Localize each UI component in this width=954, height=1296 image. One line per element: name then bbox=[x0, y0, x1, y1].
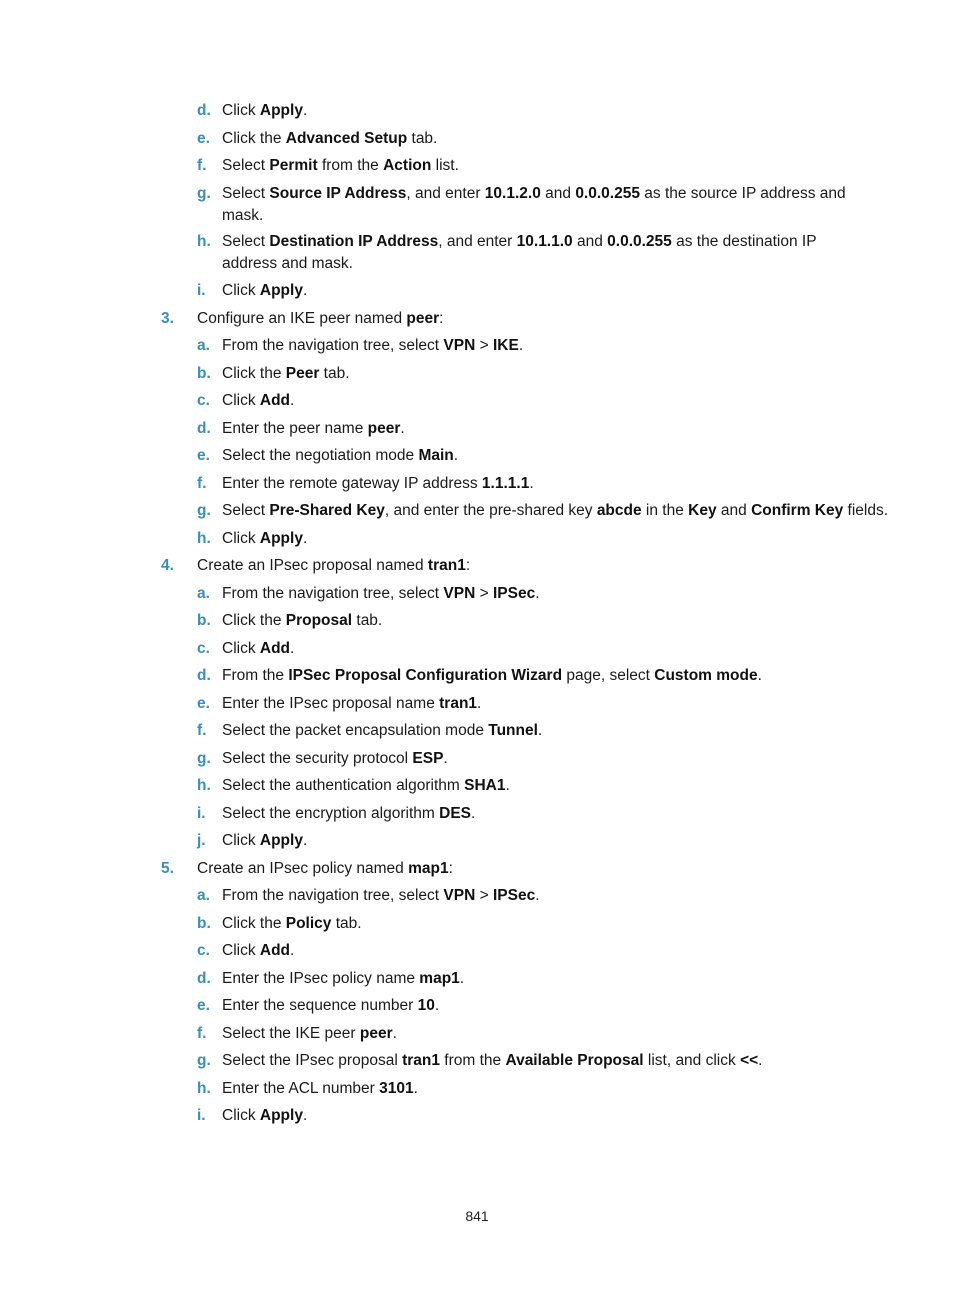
text-run: . bbox=[290, 942, 295, 959]
text-run: Select the encryption algorithm bbox=[222, 805, 440, 822]
sub-step-item bbox=[197, 1023, 867, 1045]
step-text bbox=[222, 940, 867, 962]
list-marker: i. bbox=[197, 805, 206, 822]
text-run: . bbox=[400, 420, 405, 437]
step-text bbox=[222, 665, 867, 687]
emphasis-term: Policy bbox=[285, 915, 332, 932]
step-text bbox=[222, 500, 888, 522]
text-run: and bbox=[572, 233, 608, 250]
emphasis-term: Confirm Key bbox=[751, 502, 844, 519]
step-text bbox=[222, 995, 867, 1017]
list-marker: f. bbox=[197, 722, 207, 739]
list-marker: a. bbox=[197, 337, 210, 354]
step-text bbox=[222, 775, 867, 797]
sub-step-item bbox=[197, 100, 867, 122]
list-marker: b. bbox=[197, 365, 211, 382]
step-text bbox=[222, 693, 867, 715]
list-marker: b. bbox=[197, 915, 211, 932]
emphasis-term: << bbox=[740, 1052, 759, 1069]
text-run: from the bbox=[317, 157, 384, 174]
emphasis-term: Apply bbox=[259, 1107, 303, 1124]
list-marker: a. bbox=[197, 887, 210, 904]
list-marker: h. bbox=[197, 530, 211, 547]
emphasis-term: 0.0.0.255 bbox=[607, 233, 672, 250]
list-marker: c. bbox=[197, 640, 210, 657]
text-run: Click bbox=[222, 102, 260, 119]
text-run: tab. bbox=[407, 130, 438, 147]
step-text bbox=[222, 748, 867, 770]
text-run: From the navigation tree, select bbox=[222, 585, 444, 602]
page-number: 841 bbox=[465, 1208, 489, 1224]
list-marker: 4. bbox=[161, 557, 174, 574]
text-run: and bbox=[540, 185, 576, 202]
text-run: tab. bbox=[331, 915, 362, 932]
emphasis-term: tran1 bbox=[427, 557, 466, 574]
list-marker: 5. bbox=[161, 860, 174, 877]
text-run: Select bbox=[222, 157, 270, 174]
step-text bbox=[222, 720, 867, 742]
text-run: . bbox=[302, 282, 308, 299]
emphasis-term: IPSec Proposal Configuration Wizard bbox=[288, 667, 563, 684]
sub-step-item bbox=[197, 128, 867, 150]
list-marker: e. bbox=[197, 997, 210, 1014]
emphasis-term: IKE bbox=[492, 337, 519, 354]
sub-step-item bbox=[197, 335, 867, 357]
list-marker: i. bbox=[197, 282, 206, 299]
sub-step-item bbox=[197, 665, 867, 687]
step-text bbox=[197, 308, 867, 330]
text-run: Configure an IKE peer named bbox=[197, 310, 407, 327]
step-text bbox=[222, 830, 867, 852]
list-marker: f. bbox=[197, 157, 207, 174]
step-text bbox=[222, 155, 867, 177]
text-run: Select the IPsec proposal bbox=[222, 1052, 403, 1069]
text-run: in the bbox=[641, 502, 689, 519]
sub-step-item bbox=[197, 280, 867, 302]
step-item bbox=[161, 308, 867, 330]
sub-step-item bbox=[197, 913, 867, 935]
text-run: . bbox=[535, 887, 540, 904]
emphasis-term: tran1 bbox=[402, 1052, 440, 1069]
emphasis-term: peer bbox=[406, 310, 440, 327]
text-run: . bbox=[302, 832, 308, 849]
emphasis-term: Available Proposal bbox=[505, 1052, 644, 1069]
sub-step-item bbox=[197, 968, 867, 990]
emphasis-term: 3101 bbox=[379, 1080, 414, 1097]
text-run: . bbox=[302, 1107, 308, 1124]
text-run: , and enter the pre-shared key bbox=[384, 502, 597, 519]
emphasis-term: Permit bbox=[269, 157, 318, 174]
emphasis-term: IPSec bbox=[492, 887, 536, 904]
list-marker: 3. bbox=[161, 310, 174, 327]
sub-step-item bbox=[197, 693, 867, 715]
emphasis-term: DES bbox=[439, 805, 471, 822]
text-run: . bbox=[537, 722, 543, 739]
text-run: Click the bbox=[222, 612, 286, 629]
emphasis-term: ESP bbox=[412, 750, 444, 767]
text-run: Click the bbox=[222, 130, 286, 147]
text-run: list. bbox=[431, 157, 459, 174]
text-run: From the navigation tree, select bbox=[222, 887, 444, 904]
text-run: Click bbox=[222, 640, 260, 657]
sub-step-item bbox=[197, 748, 867, 770]
emphasis-term: tran1 bbox=[439, 695, 478, 712]
text-run: list, and click bbox=[643, 1052, 741, 1069]
text-run: : bbox=[465, 557, 471, 574]
step-text bbox=[197, 858, 867, 880]
list-marker: g. bbox=[197, 1052, 211, 1069]
list-marker: a. bbox=[197, 585, 210, 602]
text-run: as the source IP address and mask. bbox=[222, 185, 846, 224]
text-run: Select bbox=[222, 185, 270, 202]
emphasis-term: peer bbox=[367, 420, 401, 437]
text-run: . bbox=[302, 102, 308, 119]
emphasis-term: Add bbox=[259, 640, 291, 657]
step-text bbox=[222, 280, 867, 302]
emphasis-term: VPN bbox=[443, 337, 476, 354]
list-marker: d. bbox=[197, 420, 211, 437]
emphasis-term: VPN bbox=[443, 585, 476, 602]
text-run: Enter the peer name bbox=[222, 420, 368, 437]
sub-step-item bbox=[197, 940, 867, 962]
text-run: from the bbox=[439, 1052, 506, 1069]
list-marker: j. bbox=[197, 832, 206, 849]
text-run: . bbox=[413, 1080, 418, 1097]
text-run: Create an IPsec proposal named bbox=[197, 557, 428, 574]
text-run: Click bbox=[222, 392, 260, 409]
step-text bbox=[222, 363, 867, 385]
step-text bbox=[222, 968, 867, 990]
emphasis-term: SHA1 bbox=[464, 777, 506, 794]
list-marker: f. bbox=[197, 475, 207, 492]
step-text bbox=[197, 555, 867, 577]
step-text bbox=[222, 583, 867, 605]
sub-step-item bbox=[197, 1105, 867, 1127]
step-text bbox=[222, 885, 867, 907]
text-run: Create an IPsec policy named bbox=[197, 860, 409, 877]
sub-step-item bbox=[197, 528, 867, 550]
text-run: Click the bbox=[222, 915, 286, 932]
list-marker: i. bbox=[197, 1107, 206, 1124]
text-run: , and enter bbox=[438, 233, 517, 250]
list-marker: c. bbox=[197, 392, 210, 409]
text-run: . bbox=[443, 750, 448, 767]
list-marker: h. bbox=[197, 777, 211, 794]
sub-step-item bbox=[197, 473, 867, 495]
emphasis-term: map1 bbox=[419, 970, 460, 987]
step-text bbox=[222, 335, 867, 357]
text-run: Enter the sequence number bbox=[222, 997, 418, 1014]
step-text bbox=[222, 128, 867, 150]
step-text bbox=[222, 473, 867, 495]
step-item bbox=[161, 858, 867, 880]
sub-step-item bbox=[197, 830, 867, 852]
text-run: Select bbox=[222, 233, 270, 250]
emphasis-term: Advanced Setup bbox=[285, 130, 408, 147]
step-text bbox=[222, 1023, 867, 1045]
emphasis-term: Proposal bbox=[285, 612, 353, 629]
sub-step-item bbox=[197, 231, 867, 275]
text-run: page, select bbox=[562, 667, 655, 684]
sub-step-item bbox=[197, 610, 867, 632]
text-run: . bbox=[290, 640, 295, 657]
step-text bbox=[222, 445, 867, 467]
emphasis-term: 0.0.0.255 bbox=[575, 185, 640, 202]
text-run: . bbox=[758, 1052, 763, 1069]
text-run: Enter the remote gateway IP address bbox=[222, 475, 482, 492]
text-run: . bbox=[757, 667, 762, 684]
text-run: Select the IKE peer bbox=[222, 1025, 360, 1042]
emphasis-term: Custom mode bbox=[654, 667, 758, 684]
text-run: . bbox=[535, 585, 540, 602]
text-run: > bbox=[475, 887, 493, 904]
text-run: . bbox=[453, 447, 459, 464]
text-run: . bbox=[434, 997, 440, 1014]
step-text bbox=[222, 610, 867, 632]
text-run: . bbox=[518, 337, 524, 354]
step-text bbox=[222, 183, 867, 227]
text-run: : bbox=[439, 310, 444, 327]
emphasis-term: Peer bbox=[285, 365, 320, 382]
emphasis-term: Key bbox=[688, 502, 717, 519]
sub-step-item bbox=[197, 500, 889, 522]
step-text bbox=[222, 100, 867, 122]
step-text bbox=[222, 418, 867, 440]
text-run: > bbox=[475, 337, 493, 354]
emphasis-term: Pre-Shared Key bbox=[269, 502, 385, 519]
emphasis-term: map1 bbox=[408, 860, 449, 877]
emphasis-term: peer bbox=[359, 1025, 393, 1042]
emphasis-term: 10.1.2.0 bbox=[484, 185, 541, 202]
text-run: Click bbox=[222, 282, 260, 299]
step-text bbox=[222, 913, 867, 935]
text-run: . bbox=[529, 475, 534, 492]
text-run: Select bbox=[222, 502, 270, 519]
text-run: tab. bbox=[319, 365, 350, 382]
sub-step-item bbox=[197, 390, 867, 412]
text-run: Click bbox=[222, 832, 260, 849]
emphasis-term: Source IP Address bbox=[269, 185, 407, 202]
step-text bbox=[222, 803, 867, 825]
text-run: . bbox=[471, 805, 476, 822]
list-marker: d. bbox=[197, 102, 211, 119]
step-text bbox=[222, 638, 867, 660]
list-marker: h. bbox=[197, 1080, 211, 1097]
emphasis-term: Apply bbox=[259, 832, 303, 849]
text-run: Enter the ACL number bbox=[222, 1080, 380, 1097]
text-run: Enter the IPsec policy name bbox=[222, 970, 420, 987]
step-item bbox=[161, 555, 867, 577]
emphasis-term: Main bbox=[418, 447, 454, 464]
sub-step-item bbox=[197, 1078, 867, 1100]
emphasis-term: abcde bbox=[596, 502, 642, 519]
list-marker: e. bbox=[197, 447, 210, 464]
list-marker: d. bbox=[197, 970, 211, 987]
text-run: . bbox=[290, 392, 295, 409]
text-run: , and enter bbox=[406, 185, 485, 202]
list-marker: g. bbox=[197, 185, 211, 202]
text-run: > bbox=[475, 585, 493, 602]
emphasis-term: 1.1.1.1 bbox=[481, 475, 530, 492]
text-run: Select the negotiation mode bbox=[222, 447, 419, 464]
emphasis-term: Add bbox=[259, 392, 291, 409]
text-run: as the destination IP address and mask. bbox=[222, 233, 817, 272]
sub-step-item bbox=[197, 775, 867, 797]
sub-step-item bbox=[197, 1050, 867, 1072]
text-run: . bbox=[477, 695, 482, 712]
step-text bbox=[222, 1050, 867, 1072]
emphasis-term: VPN bbox=[443, 887, 476, 904]
step-text bbox=[222, 1105, 867, 1127]
text-run: . bbox=[392, 1025, 397, 1042]
text-run: From the bbox=[222, 667, 289, 684]
list-marker: h. bbox=[197, 233, 211, 250]
sub-step-item bbox=[197, 995, 867, 1017]
text-run: Click bbox=[222, 942, 260, 959]
text-run: fields. bbox=[843, 502, 889, 519]
list-marker: f. bbox=[197, 1025, 207, 1042]
sub-step-item bbox=[197, 720, 867, 742]
sub-step-item bbox=[197, 418, 867, 440]
text-run: Click bbox=[222, 1107, 260, 1124]
sub-step-item bbox=[197, 363, 867, 385]
step-text bbox=[222, 231, 867, 275]
emphasis-term: 10 bbox=[417, 997, 435, 1014]
list-marker: e. bbox=[197, 695, 210, 712]
list-marker: d. bbox=[197, 667, 211, 684]
emphasis-term: Add bbox=[259, 942, 291, 959]
sub-step-item bbox=[197, 155, 867, 177]
list-marker: e. bbox=[197, 130, 210, 147]
text-run: Click bbox=[222, 530, 260, 547]
text-run: Select the packet encapsulation mode bbox=[222, 722, 489, 739]
text-run: Click the bbox=[222, 365, 286, 382]
text-run: . bbox=[302, 530, 308, 547]
text-run: Select the security protocol bbox=[222, 750, 413, 767]
sub-step-item bbox=[197, 183, 867, 227]
sub-step-item bbox=[197, 638, 867, 660]
emphasis-term: Apply bbox=[259, 102, 303, 119]
text-run: . bbox=[459, 970, 465, 987]
list-marker: b. bbox=[197, 612, 211, 629]
text-run: tab. bbox=[352, 612, 383, 629]
emphasis-term: 10.1.1.0 bbox=[516, 233, 573, 250]
list-marker: g. bbox=[197, 750, 211, 767]
emphasis-term: Action bbox=[383, 157, 432, 174]
emphasis-term: Tunnel bbox=[488, 722, 538, 739]
sub-step-item bbox=[197, 445, 867, 467]
text-run: Enter the IPsec proposal name bbox=[222, 695, 440, 712]
sub-step-item bbox=[197, 803, 867, 825]
emphasis-term: IPSec bbox=[492, 585, 536, 602]
text-run: . bbox=[505, 777, 510, 794]
step-text bbox=[222, 528, 867, 550]
emphasis-term: Destination IP Address bbox=[269, 233, 439, 250]
text-run: Select the authentication algorithm bbox=[222, 777, 465, 794]
text-run: From the navigation tree, select bbox=[222, 337, 444, 354]
sub-step-item bbox=[197, 885, 867, 907]
emphasis-term: Apply bbox=[259, 530, 303, 547]
text-run: and bbox=[716, 502, 752, 519]
list-marker: c. bbox=[197, 942, 210, 959]
step-text bbox=[222, 390, 867, 412]
list-marker: g. bbox=[197, 502, 211, 519]
emphasis-term: Apply bbox=[259, 282, 303, 299]
step-text bbox=[222, 1078, 867, 1100]
text-run: : bbox=[448, 860, 453, 877]
sub-step-item bbox=[197, 583, 867, 605]
